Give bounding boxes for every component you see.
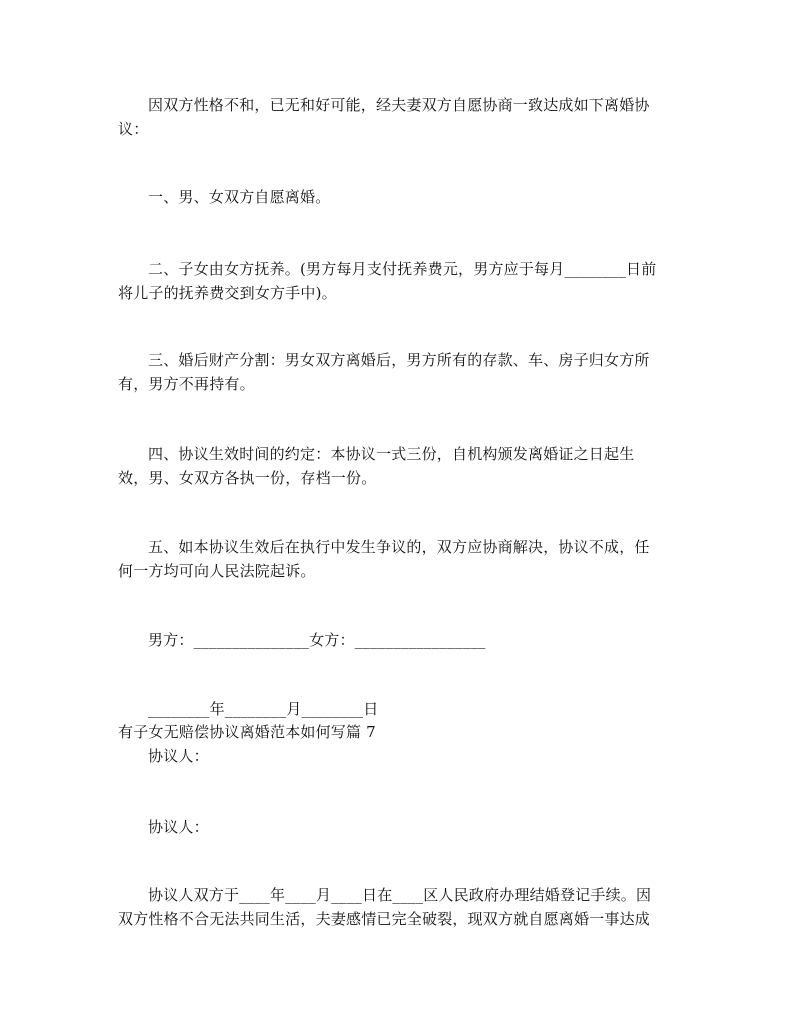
closing-paragraph-line-1: 协议人双方于____年____月____日在____区人民政府办理结婚登记手续。因 [148, 886, 652, 904]
clause-4-line-1: 四、协议生效时间的约定：本协议一式三份，自机构颁发离婚证之日起生 [148, 445, 635, 463]
signature-line: 男方：_______________女方：_________________ [148, 631, 486, 649]
closing-paragraph-line-2: 双方性格不合无法共同生活，夫妻感情已完全破裂，现双方就自愿离婚一事达成 [118, 910, 651, 928]
section-heading: 有子女无赔偿协议离婚范本如何写篇 7 [118, 723, 376, 741]
clause-2-line-1: 二、子女由女方抚养。(男方每月支付抚养费元，男方应于每月________日前 [148, 260, 657, 278]
party-b-label: 协议人： [148, 818, 209, 836]
paragraph-intro-line-2: 议： [118, 120, 149, 138]
date-line: ________年________月________日 [148, 700, 379, 718]
clause-4-line-2: 效，男、女双方各执一份，存档一份。 [118, 469, 377, 487]
party-a-label: 协议人： [148, 747, 209, 765]
clause-5-line-1: 五、如本协议生效后在执行中发生争议的，双方应协商解决，协议不成，任 [148, 538, 650, 556]
clause-5-line-2: 何一方均可向人民法院起诉。 [118, 562, 316, 580]
clause-3-line-2: 有，男方不再持有。 [118, 375, 255, 393]
clause-3-line-1: 三、婚后财产分割：男女双方离婚后，男方所有的存款、车、房子归女方所 [148, 351, 650, 369]
paragraph-intro-line-1: 因双方性格不和，已无和好可能，经夫妻双方自愿协商一致达成如下离婚协 [148, 96, 650, 114]
clause-2-line-2: 将儿子的抚养费交到女方手中)。 [118, 284, 337, 302]
clause-1: 一、男、女双方自愿离婚。 [148, 188, 331, 206]
